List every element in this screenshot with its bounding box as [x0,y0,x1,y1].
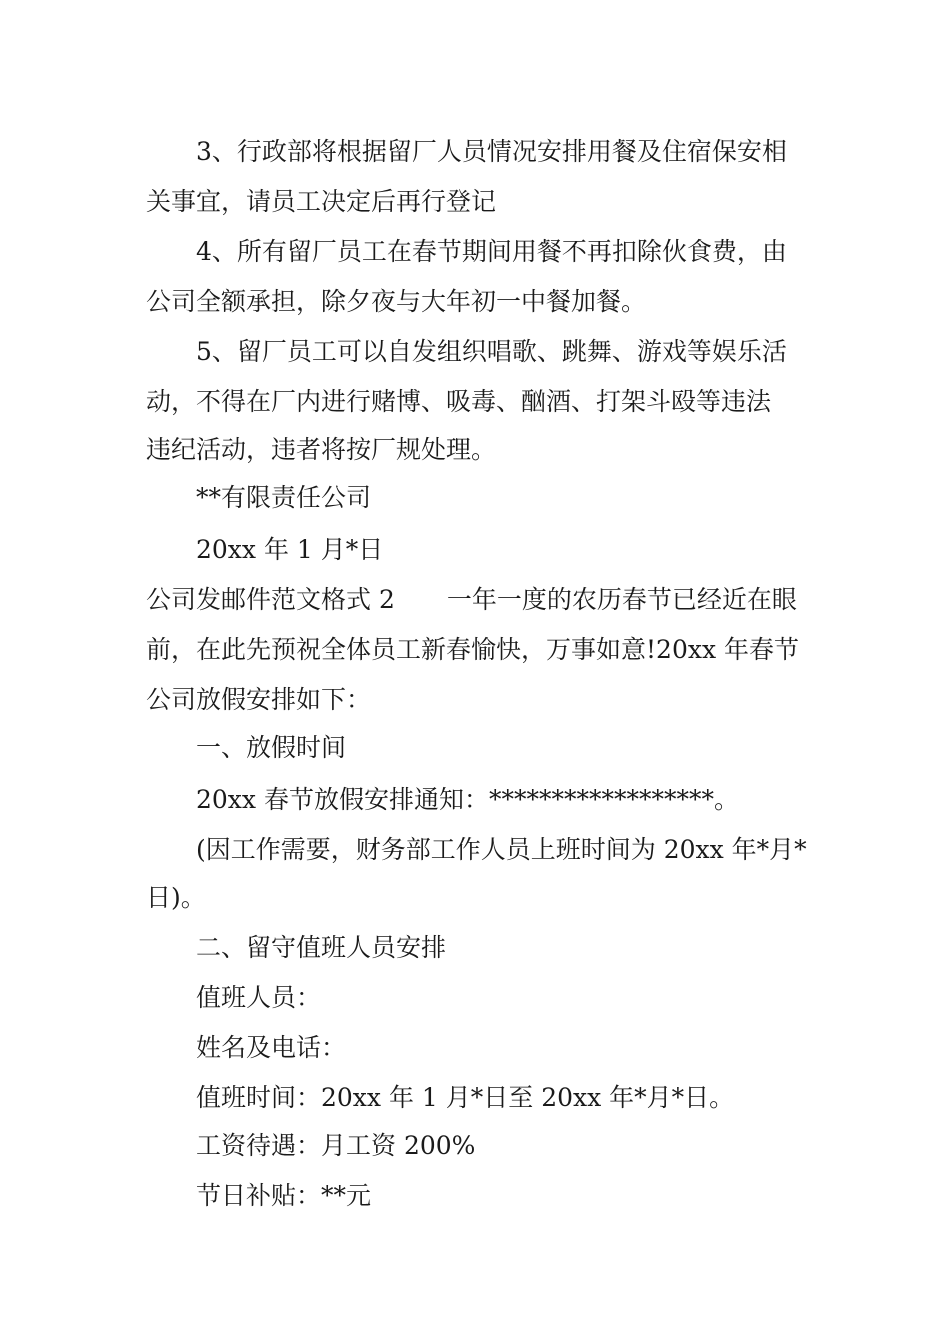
holiday-allowance: 节日补贴：**元 [196,1181,372,1210]
signature-company: **有限责任公司 [196,483,372,512]
wage-treatment: 工资待遇：月工资 200% [196,1131,476,1160]
intro-line-2: 前，在此先预祝全体员工新春愉快，万事如意!20xx 年春节 [146,635,800,664]
paragraph-item-5-line-3: 违纪活动，违者将按厂规处理。 [146,435,497,464]
duty-staff: 值班人员： [196,983,322,1012]
heading-holiday-time: 一、放假时间 [196,733,347,762]
heading-duty-arrangement: 二、留守值班人员安排 [196,933,447,962]
finance-note-line-1: (因工作需要，财务部工作人员上班时间为 20xx 年*月* [196,835,807,864]
paragraph-item-4-line-2: 公司全额承担，除夕夜与大年初一中餐加餐。 [146,287,647,316]
section-heading-line [146,584,797,616]
paragraph-item-5-line-1: 5、留厂员工可以自发组织唱歌、跳舞、游戏等娱乐活 [196,337,787,366]
paragraph-item-3-line-2: 关事宜，请员工决定后再行登记 [146,187,497,216]
holiday-notice: 20xx 春节放假安排通知：******************。 [196,785,739,814]
intro-text-start: 一年一度的农历春节已经近在眼 [446,585,797,614]
section-title: 公司发邮件范文格式 2 [146,585,395,614]
intro-line-3: 公司放假安排如下： [146,685,372,714]
signature-date: 20xx 年 1 月*日 [196,535,384,564]
finance-note-line-2: 日)。 [146,883,206,912]
paragraph-item-5-line-2: 动，不得在厂内进行赌博、吸毒、酗酒、打架斗殴等违法 [146,387,772,416]
duty-time: 值班时间：20xx 年 1 月*日至 20xx 年*月*日。 [196,1083,735,1112]
name-and-phone: 姓名及电话： [196,1033,347,1062]
paragraph-item-4-line-1: 4、所有留厂员工在春节期间用餐不再扣除伙食费，由 [196,237,787,266]
paragraph-item-3-line-1: 3、行政部将根据留厂人员情况安排用餐及住宿保安相 [196,137,787,166]
